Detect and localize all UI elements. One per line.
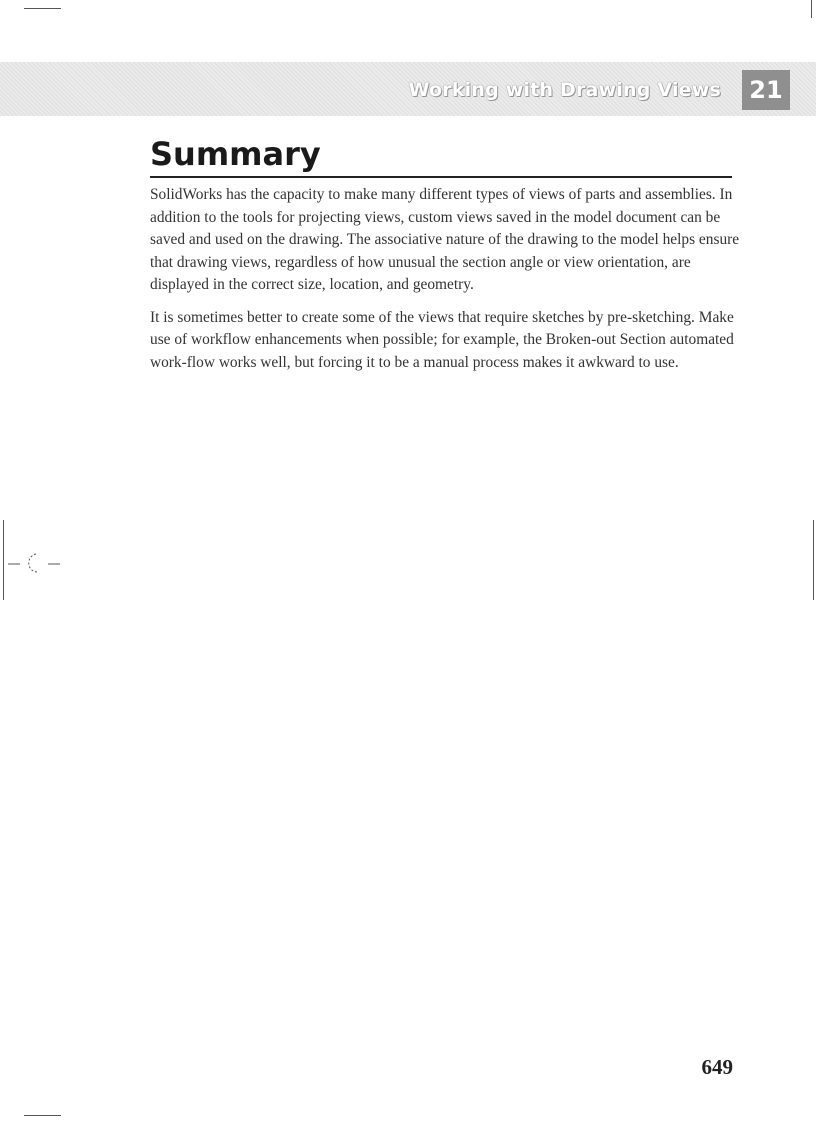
crop-mark-bottom-left [24, 1115, 61, 1116]
crop-mark-right-edge [813, 520, 814, 600]
chapter-number: 21 [749, 76, 783, 104]
page-number: 649 [701, 1055, 733, 1079]
crop-mark-left-edge [3, 520, 4, 600]
crop-mark-top-left [24, 8, 61, 9]
registration-mark-icon [8, 548, 64, 576]
paragraph: It is sometimes better to create some of the views that require sketches by pre-sketching. Make use of workflow enhancements when possible; for example, the Broken-out Section automated work-flow works well, but forcing it to be a manual process makes it awkward to use. [150, 308, 734, 371]
chapter-title: Working with Drawing Views [408, 79, 721, 101]
heading-rule [150, 176, 732, 178]
section-heading: Summary [150, 135, 321, 173]
paragraph: SolidWorks has the capacity to make many different types of views of parts and assemblies. In addition to the tools for projecting views, custom views saved in the model document can be saved and used on the drawing. The associative nature of the drawing to the model helps ensure that drawing views, regardless of how unusual the section angle or view orientation, are displayed in the correct size, location, and geometry. [150, 186, 740, 293]
crop-mark-top-right [811, 0, 812, 18]
body-text [150, 184, 740, 384]
chapter-number-box [742, 70, 790, 110]
